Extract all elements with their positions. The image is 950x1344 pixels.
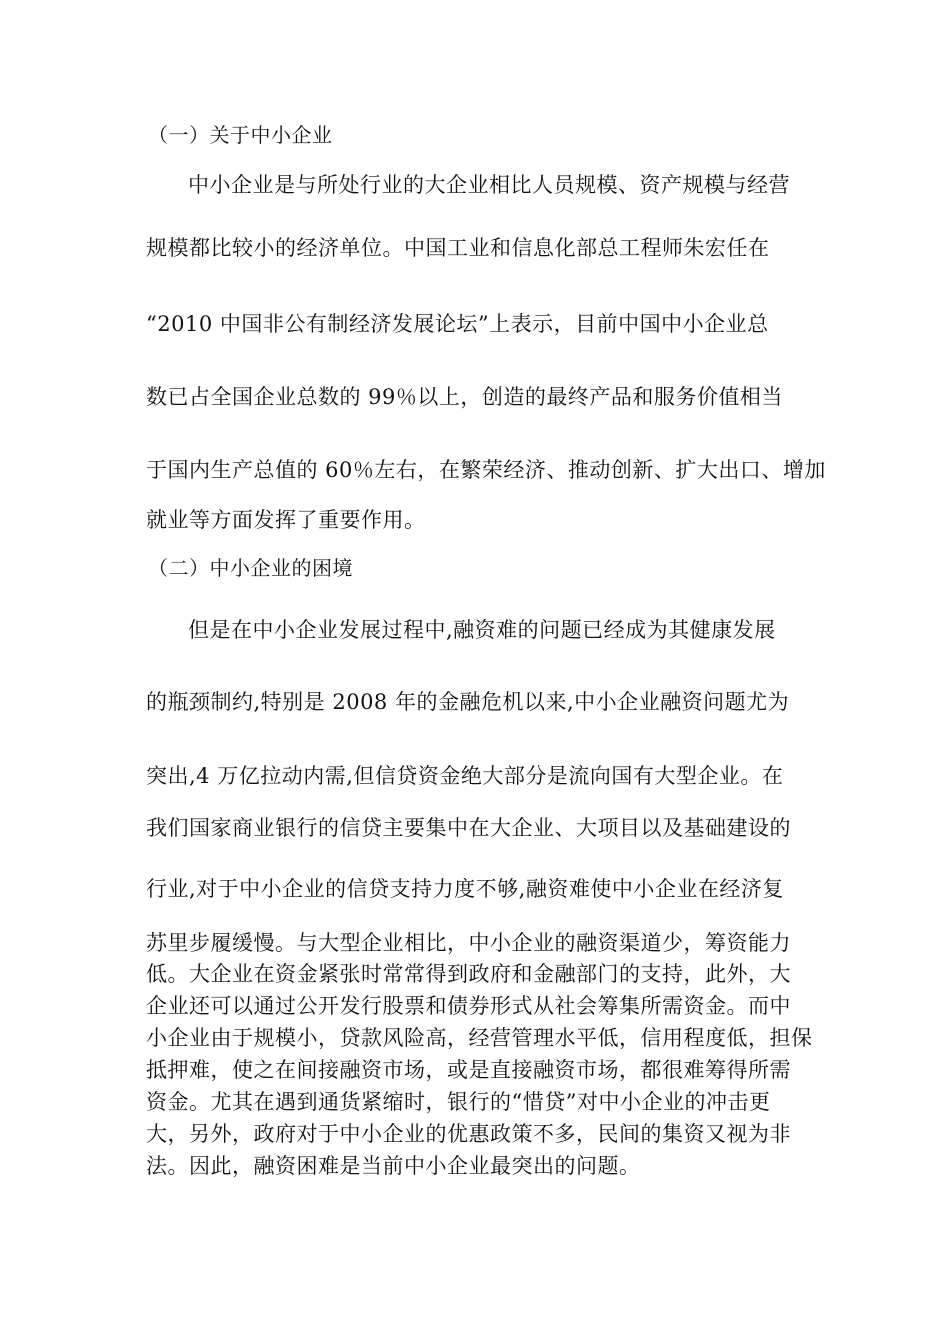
paragraph-line: 小企业由于规模小，贷款风险高，经营管理水平低，信用程度低，担保 [146,1026,813,1050]
paragraph-line: 资金。尤其在遇到通货紧缩时，银行的“惜贷”对中小企业的冲击更 [146,1090,771,1114]
paragraph-line: 行业,对于中小企业的信贷支持力度不够,融资难使中小企业在经济复 [146,877,784,901]
paragraph-line: 企业还可以通过公开发行股票和债券形式从社会筹集所需资金。而中 [146,994,791,1018]
paragraph-line: 法。因此，融资困难是当前中小企业最突出的问题。 [146,1154,641,1178]
paragraph-line: 的瓶颈制约,特别是 2008 年的金融危机以来,中小企业融资问题尤为 [146,690,790,714]
section-heading-1: （一）关于中小企业 [148,123,333,147]
paragraph-line: 于国内生产总值的 60％左右，在繁荣经济、推动创新、扩大出口、增加 [146,458,826,482]
paragraph-line: 突出,4 万亿拉动内需,但信贷资金绝大部分是流向国有大型企业。在 [146,764,784,788]
paragraph-line: 就业等方面发挥了重要作用。 [146,508,426,532]
paragraph-line: 规模都比较小的经济单位。中国工业和信息化部总工程师朱宏任在 [146,236,770,260]
paragraph-line: 我们国家商业银行的信贷主要集中在大企业、大项目以及基础建设的 [146,816,791,840]
paragraph-line: 苏里步履缓慢。与大型企业相比，中小企业的融资渠道少，筹资能力 [146,931,791,955]
paragraph-line: 抵押难，使之在间接融资市场，或是直接融资市场，都很难筹得所需 [146,1058,791,1082]
paragraph-line: 但是在中小企业发展过程中,融资难的问题已经成为其健康发展 [188,618,776,642]
paragraph-line: 数已占全国企业总数的 99％以上，创造的最终产品和服务价值相当 [146,385,783,409]
paragraph-line: 大，另外，政府对于中小企业的优惠政策不多，民间的集资又视为非 [146,1122,791,1146]
paragraph-line: “2010 中国非公有制经济发展论坛”上表示，目前中国中小企业总 [146,312,769,336]
section-heading-2: （二）中小企业的困境 [148,556,353,580]
paragraph-line: 低。大企业在资金紧张时常常得到政府和金融部门的支持，此外，大 [146,962,791,986]
paragraph-line: 中小企业是与所处行业的大企业相比人员规模、资产规模与经营 [188,173,790,197]
